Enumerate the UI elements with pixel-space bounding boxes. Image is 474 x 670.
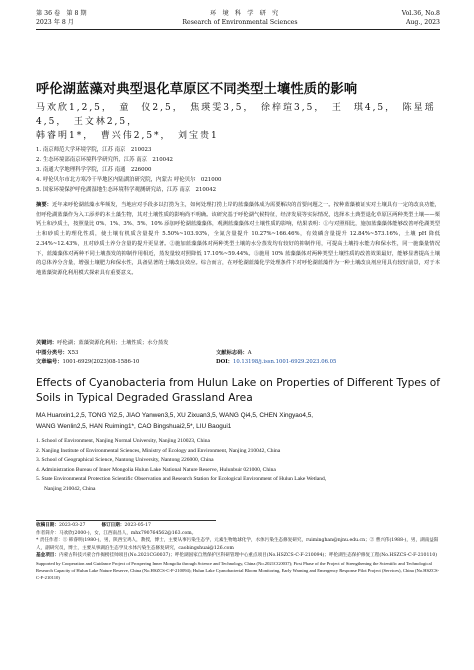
publish-date-en: Aug., 2023 [405, 18, 440, 26]
corresponding-author-intro: * 责任作者：① 韩睿明(1980-)，男，陕西宝鸡人，教授，博士，主要从事污染生态学，元素生物地球化学，水体污染生态修复研究，ruiminghan@njnu.edu.cn；② 曹兴伟(1988-)，男，湖南益阳人，副研究员，博士，主要从事湖泊生态学及水体污染生态修复研究，caobingshuai@126.com [36, 538, 439, 551]
authors-cn [36, 101, 440, 143]
dates-row [36, 522, 440, 530]
publish-date: 2023 年 8 月 [36, 18, 74, 26]
doi-label: DOI： [216, 359, 233, 365]
article-metadata [36, 339, 440, 368]
keywords-row [36, 339, 440, 349]
header-rule [36, 29, 440, 30]
article-title-cn: 呼伦湖蓝藻对典型退化草原区不同类型土壤性质的影响 [36, 82, 358, 97]
affiliation-item: 5. 国家环境保护呼伦湖湿地生态环境科学观测研究站，江苏 南京 210042 [36, 186, 217, 193]
footnotes [36, 522, 440, 581]
article-number-row [36, 358, 440, 368]
volume-issue: 第 36 卷 第 8 期 [36, 10, 87, 17]
affiliation-en-item: 2. Nanjing Institute of Environmental Sciences, Ministry of Ecology and Environment, Nanjing 210042, China [36, 447, 281, 454]
running-header [36, 10, 440, 30]
revised-label: 修订日期： [101, 523, 125, 528]
article-number-label: 文章编号： [36, 359, 63, 365]
article-number-value: 1001-6929(2023)08-1586-10 [62, 359, 140, 365]
author-intro: 作者简介：马欢欣(2000-)，女，江西南昌人，mhx790764562@163.com。 [36, 530, 197, 536]
received-label: 收稿日期： [36, 523, 59, 528]
received-date: 2023-03-27 [58, 523, 86, 528]
journal-title-en: Research of Environmental Sciences [182, 18, 298, 26]
affiliation-item: 4. 呼伦贝尔市北方寒冷干旱地区内陆湖泊研究院，内蒙古 呼伦贝尔 021000 [36, 176, 222, 183]
abstract-label: 摘要： [36, 202, 52, 208]
revised-date: 2023-05-17 [124, 523, 151, 528]
affiliation-item: 1. 南京师范大学环境学院，江苏 南京 210023 [36, 147, 152, 153]
affiliation-en-item: 3. School of Geographical Science, Nantong University, Nantong 226000, China [36, 457, 214, 464]
authors-cn-line: 马欢欣1,2,5， 童 仪2,5， 焦瑛雯3,5， 徐梓瑄3,5， 王 琪4,5， 陈星瑶4,5， 王文林2,5， [36, 103, 436, 127]
clc-value: X53 [67, 349, 79, 356]
abstract-cn [36, 201, 440, 279]
affiliation-item: 2. 生态环境部南京环境科学研究所，江苏 南京 210042 [36, 156, 173, 163]
affiliation-en-item: 4. Administration Bureau of Inner Mongolia Hulun Lake National Nature Reserve, Hulunbuir 021000, China [36, 466, 276, 473]
footnote-rule [36, 520, 216, 521]
keywords-text: 呼伦湖；蓝藻资源化利用；土壤性质；水分蒸发 [57, 340, 169, 346]
authors-en-line: MA Huanxin1,2,5, TONG Yi2,5, JIAO Yanwen3,5, XU Zixuan3,5, WANG Qi4,5, CHEN Xingyao4,5, [36, 412, 314, 419]
abstract-text: 近年来呼伦湖蓝藻水华频发，当地应对手段多以打捞为主，如何处理打捞上岸的蓝藻藻体成为需要解决的首要问题之一。按种蓝藻被证实对土壤具有一定的改良功能，但呼伦湖蓝藻作为入工添养的本土藻生物，其对土壤性质的影响尚不明确。该研究基于呼伦湖气候特征，经济发展等实际情况，选择本土典型退化草原区两种类型土壤——栗钙土和沙质土，按照量比 0%、1%、3%、5%、10% 添加呼伦湖蓝藻藻体，观测蓝藻藻体对土壤性质的影响，结果表明：①与对照相比，施加蓝藻藻体能够改善呼伦湖类型土和砂质土的理化性质，使土壤有机质含量提升 5.50%~103.93%，全氮含量提升 10.27%~166.46%，有效磷含量提升 12.84%~573.16%，土壤 pH 降低 2.34%~12.43%，且对砂质土养分含量的提升更显著。②施加蓝藻藻体对两种类型土壤的水分蒸发均有较好的抑制作用，可提高土壤持水能力和保水性，同一施藻量情况下，蓝藻藻体对两种不同土壤蒸发的抑制作用相近，蒸发量较对照降低 17.10%~59.44%。③施用 10% 蓝藻藻体对两种类型土壤性质的改善效果最好，能够显著提高土壤的总体养分含量，增强土壤肥力和保水性，具备显著的土壤改良效应。综合而言，在呼伦湖蓝藻化学处理条件下对呼伦湖蓝藻作为一种土壤改良剂应用具有较好前景，对于本地蓝藻资源化利用模式探索具有重要意义。 [36, 202, 440, 276]
affiliations-cn [36, 146, 221, 196]
affiliation-en-item: 5. State Environmental Protection Scientific Observation and Research Station for Ecological Environment of Hulun Lake Wetland, [36, 476, 327, 483]
article-title-en: Effects of Cyanobacteria from Hulun Lake on Properties of Different Types of Soils in Typical Degraded Grassland Area [36, 377, 440, 404]
funding-label: 基金项目： [36, 553, 59, 559]
affiliation-en-item: 1. School of Environment, Nanjing Normal University, Nanjing 210023, China [36, 438, 210, 444]
authors-cn-line: 韩睿明1*， 曹兴伟2,5*， 刘宝贵1 [36, 131, 219, 141]
volume-issue-en: Vol.36, No.8 [401, 10, 440, 17]
journal-title-cn: 环 境 科 学 研 究 [210, 10, 279, 17]
doc-code-label: 文献标志码： [216, 349, 248, 356]
classification-row [36, 349, 440, 359]
doi-link[interactable]: 10.13198/j.issn.1001-6929.2023.06.05 [232, 359, 337, 365]
keywords-label: 关键词： [36, 340, 58, 346]
funding-cn [36, 552, 440, 560]
affiliation-en-continuation: Nanjing 210042, China [44, 485, 96, 492]
authors-en [36, 410, 440, 432]
affiliation-item: 3. 南通大学地理科学学院，江苏 南通 226000 [36, 166, 152, 173]
funding-text-cn: 内蒙古科技兴蒙合作揭榜挂帅项目(No.2021CG0037)；呼伦湖国家自然保护区科研管理中心重点项目(No.HSZCS-C-F-210094)；呼伦湖生态保护修复工程(No.HSZCS-C-F-210110) [58, 553, 438, 559]
authors-en-line: WANG Wenlin2,5, HAN Ruiming1*, CAO Bingshuai2,5*, LIU Baogui1 [36, 423, 232, 430]
doc-code-value: A [247, 349, 252, 356]
clc-label: 中图分类号： [36, 349, 68, 356]
funding-en: Supported by Cooperation and Guidance Project of Prospering Inner Mongolia through Science and Technology, China (No.2021CG0037); First Phase of the Project of Strengthening the Scientific and Technological Research Capacity of Hulun Lake Nature Reserve, China (No.HSZCS-C-F-210094); Hulun Lake Cyanobacterial Bloom Monitoring, Early Warning and Emergency Response Pilot Project (Services), China (No.HSZCS-C-F-210110) [36, 560, 440, 580]
affiliations-en [36, 437, 440, 495]
